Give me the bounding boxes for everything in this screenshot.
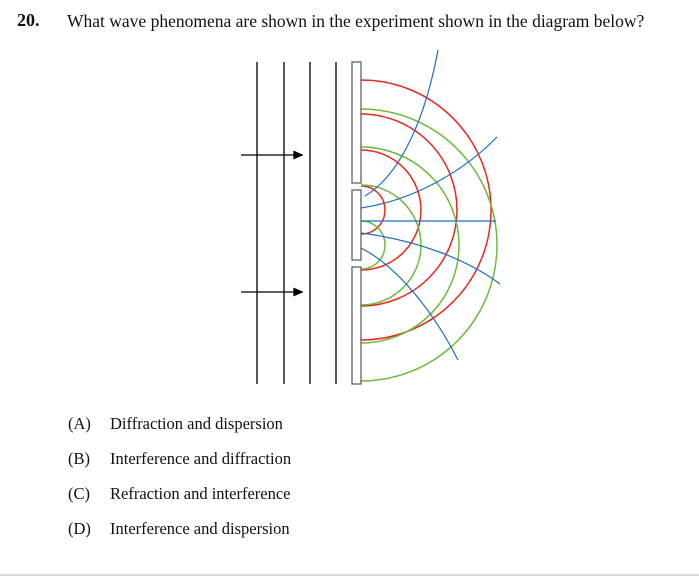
red-arc bbox=[361, 80, 491, 340]
barrier-segment-bottom bbox=[352, 267, 361, 384]
plane-wavefronts bbox=[257, 62, 336, 384]
option-text: Interference and diffraction bbox=[110, 449, 292, 468]
option-text: Interference and dispersion bbox=[110, 519, 290, 538]
red-arc bbox=[361, 186, 385, 234]
direction-arrows bbox=[241, 152, 302, 296]
option-text: Refraction and interference bbox=[110, 484, 291, 503]
arrow-bottom-head bbox=[294, 289, 302, 296]
option-letter: (C) bbox=[68, 484, 90, 503]
barrier-segment-middle bbox=[352, 190, 361, 260]
red-wavefronts bbox=[361, 80, 491, 340]
red-arc bbox=[361, 150, 421, 270]
option-text: Diffraction and dispersion bbox=[110, 414, 283, 433]
option-letter: (A) bbox=[68, 414, 91, 433]
option-letter: (D) bbox=[68, 519, 91, 538]
slit-barrier bbox=[352, 62, 361, 384]
option-letter: (B) bbox=[68, 449, 90, 468]
page-divider bbox=[0, 574, 699, 576]
question-number: 20. bbox=[17, 10, 40, 30]
arrow-top-head bbox=[294, 152, 302, 159]
green-arc bbox=[361, 185, 421, 305]
question-text: What wave phenomena are shown in the experiment shown in the diagram below? bbox=[67, 11, 645, 31]
barrier-segment-top bbox=[352, 62, 361, 183]
